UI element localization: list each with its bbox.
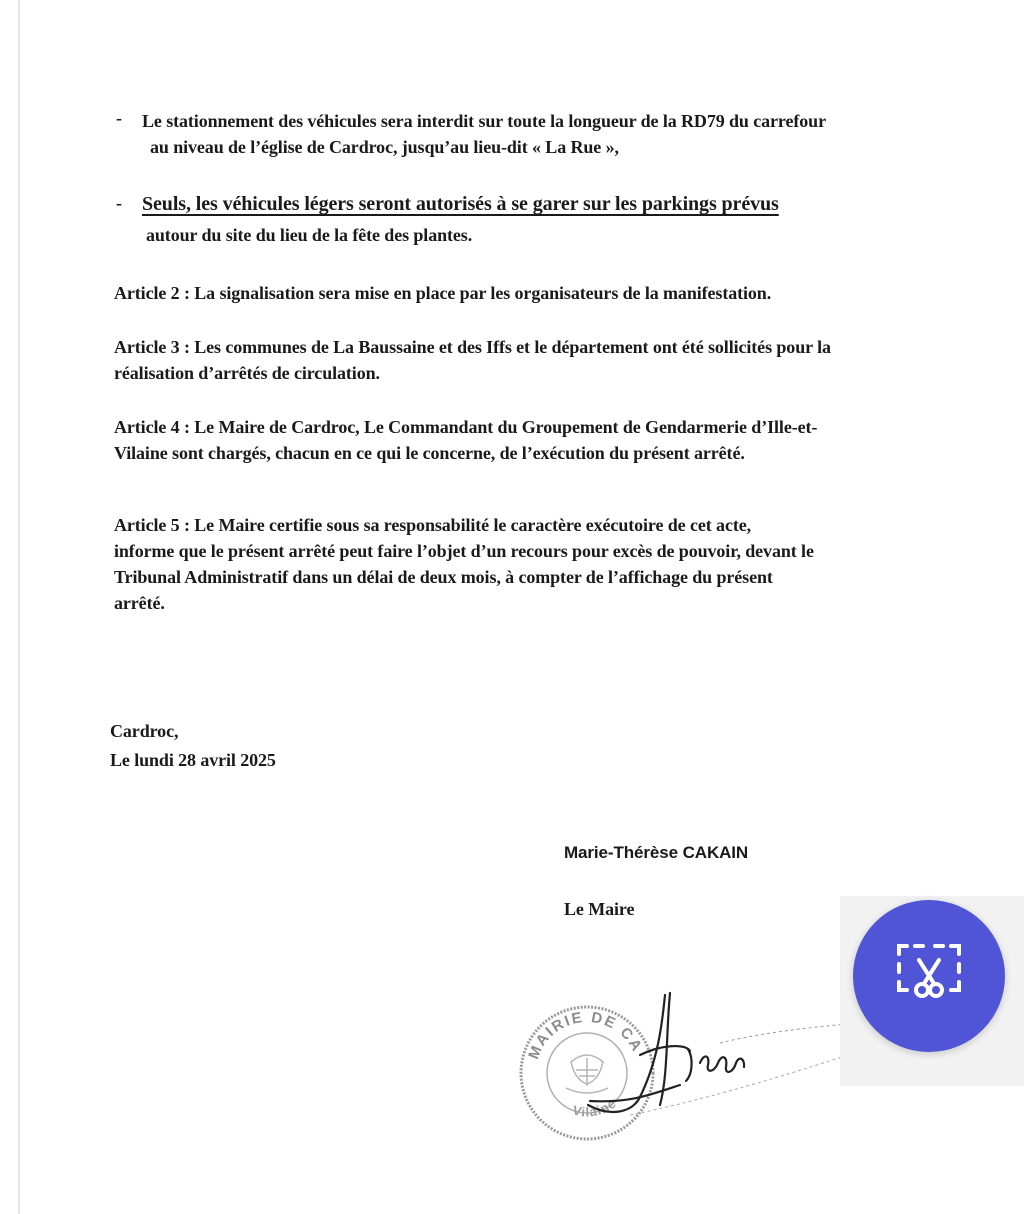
screenshot-crop-button[interactable] xyxy=(853,900,1005,1052)
bullet-2-line-1: Seuls, les véhicules légers seront autorisés à se garer sur les parkings prévus xyxy=(142,193,779,215)
signatory-name: Marie-Thérèse CAKAIN xyxy=(564,843,749,862)
article-2: Article 2 : La signalisation sera mise en place par les organisateurs de la manifestation. xyxy=(114,283,772,303)
article-3-line-1: Article 3 : Les communes de La Baussaine et des Iffs et le département ont été sollicités pour la xyxy=(114,337,831,357)
stamp-top-text: MAIRIE DE CA xyxy=(525,1008,646,1062)
stamp-bottom-text: Vilaine xyxy=(571,1095,620,1120)
article-5-line-3: Tribunal Administratif dans un délai de deux mois, à compter de l’affichage du présent xyxy=(114,567,773,587)
bullet-1-line-2: au niveau de l’église de Cardroc, jusqu’au lieu-dit « La Rue », xyxy=(150,137,619,157)
place: Cardroc, xyxy=(110,721,179,741)
article-4-line-1: Article 4 : Le Maire de Cardroc, Le Commandant du Groupement de Gendarmerie d’Ille-et- xyxy=(114,417,818,437)
bullet-dash: - xyxy=(116,108,122,128)
bullet-dash: - xyxy=(116,193,122,213)
article-4-line-2: Vilaine sont chargés, chacun en ce qui le concerne, de l’exécution du présent arrêté. xyxy=(114,443,745,463)
article-5-line-1: Article 5 : Le Maire certifie sous sa responsabilité le caractère exécutoire de cet acte, xyxy=(114,515,752,535)
handwritten-signature xyxy=(570,985,870,1125)
screenshot-scissors-icon xyxy=(891,938,967,1014)
article-3-line-2: réalisation d’arrêtés de circulation. xyxy=(114,363,380,383)
bullet-1-line-1: Le stationnement des véhicules sera interdit sur toute la longueur de la RD79 du carrefour xyxy=(142,111,826,131)
bullet-2-line-2: autour du site du lieu de la fête des plantes. xyxy=(146,225,473,245)
article-5-line-2: informe que le présent arrêté peut faire l’objet d’un recours pour excès de pouvoir, devant le xyxy=(114,541,814,561)
signatory-title: Le Maire xyxy=(564,899,635,919)
date: Le lundi 28 avril 2025 xyxy=(110,750,276,770)
article-5-line-4: arrêté. xyxy=(114,593,165,613)
